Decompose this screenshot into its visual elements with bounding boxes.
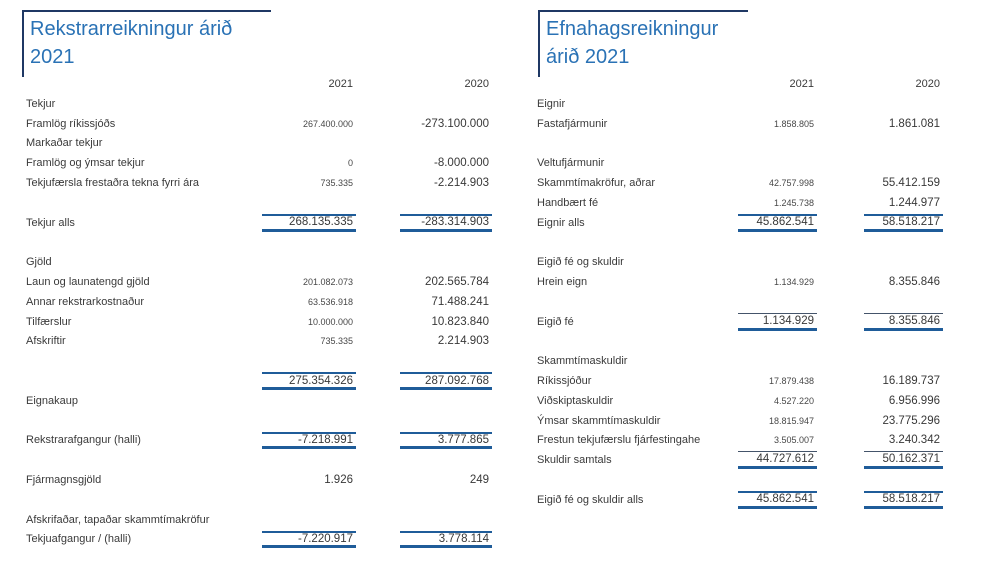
row-label: Skuldir samtals: [537, 454, 612, 467]
statement-row: [26, 252, 493, 272]
statement-row: [537, 213, 947, 233]
value-2021-cell: 1.134.929: [773, 277, 814, 288]
value-2020-cell: -2.214.903: [434, 177, 489, 190]
value-2020-cell: 249: [469, 474, 489, 487]
balance-sheet-title: [538, 10, 748, 77]
statement-row: [537, 332, 947, 352]
value-2020-cell: 58.518.217: [864, 491, 943, 509]
statement-row: [537, 371, 947, 391]
value-2020-cell: 23.775.296: [882, 414, 940, 427]
statement-row: [26, 134, 493, 154]
row-label: Hrein eign: [537, 276, 588, 289]
row-label: Viðskiptaskuldir: [537, 394, 614, 407]
value-2021-cell: -7.218.991: [262, 432, 356, 450]
value-2021-cell: -7.220.917: [262, 531, 356, 549]
value-2020-cell: 3.240.342: [888, 434, 940, 447]
value-2021-cell: 1.858.805: [773, 118, 814, 129]
value-2021-cell: 44.727.612: [738, 451, 817, 469]
value-2020-cell: 8.355.846: [864, 313, 943, 331]
statement-row: [26, 510, 493, 530]
value-2021-cell: 0: [347, 158, 353, 169]
row-label: Rekstrarafgangur (halli): [26, 434, 141, 447]
statement-row: [537, 391, 947, 411]
statement-row: [26, 94, 493, 114]
statement-row: [26, 450, 493, 470]
value-2020-cell: -273.100.000: [421, 117, 489, 130]
statement-row: [537, 114, 947, 134]
statement-row: [26, 470, 493, 490]
row-label: Eigið fé: [537, 315, 574, 328]
income-statement-rows: [26, 94, 493, 549]
value-2021-cell: 4.527.220: [773, 395, 814, 406]
value-2021-cell: 1.134.929: [738, 313, 817, 331]
value-2021-cell: 1.245.738: [773, 197, 814, 208]
income-statement-col-2021-header: 2021: [328, 77, 353, 90]
statement-row: [26, 431, 493, 451]
balance-sheet-col-2021-header: 2021: [789, 77, 814, 90]
income-statement-column-headers: [26, 74, 493, 93]
statement-row: [537, 94, 947, 114]
value-2021-cell: 735.335: [320, 178, 353, 189]
value-2020-cell: 3.777.865: [400, 432, 492, 450]
row-label: Eigið fé og skuldir alls: [537, 493, 644, 506]
row-label: Fjármagnsgjöld: [26, 474, 102, 487]
value-2020-cell: 50.162.371: [864, 451, 943, 469]
statement-row: [537, 450, 947, 470]
value-2021-cell: 63.536.918: [307, 296, 353, 307]
row-label: Framlög og ýmsar tekjur: [26, 157, 145, 170]
income-statement-panel: [26, 77, 493, 549]
row-label: Laun og launatengd gjöld: [26, 276, 150, 289]
value-2021-cell: 268.135.335: [262, 214, 356, 232]
value-2020-cell: 6.956.996: [888, 394, 940, 407]
value-2020-cell: 10.823.840: [431, 315, 489, 328]
row-label: Fastafjármunir: [537, 117, 608, 130]
statement-row: [26, 490, 493, 510]
statement-row: [537, 470, 947, 490]
row-label: Gjöld: [26, 256, 52, 269]
value-2021-cell: 45.862.541: [738, 491, 817, 509]
row-label: Tekjufærsla frestaðra tekna fyrri ára: [26, 177, 200, 190]
statement-row: [26, 411, 493, 431]
value-2020-cell: -8.000.000: [434, 157, 489, 170]
value-2021-cell: 17.879.438: [768, 376, 814, 387]
statement-row: [537, 193, 947, 213]
statement-row: [537, 272, 947, 292]
statement-row: [537, 153, 947, 173]
statement-row: [26, 233, 493, 253]
balance-sheet-column-headers: [537, 74, 947, 93]
row-label: Eigið fé og skuldir: [537, 256, 624, 269]
row-label: Afskriftir: [26, 335, 66, 348]
row-label: Ríkissjóður: [537, 375, 592, 388]
value-2020-cell: 58.518.217: [864, 214, 943, 232]
value-2021-cell: 18.815.947: [768, 415, 814, 426]
row-label: Tilfærslur: [26, 315, 72, 328]
statement-row: [537, 233, 947, 253]
value-2021-cell: 735.335: [320, 336, 353, 347]
statement-row: [537, 411, 947, 431]
value-2020-cell: 16.189.737: [882, 375, 940, 388]
statement-row: [26, 193, 493, 213]
statement-row: [26, 371, 493, 391]
row-label: Tekjur alls: [26, 216, 75, 229]
statement-row: [26, 153, 493, 173]
income-statement-col-2020-header: 2020: [464, 77, 489, 90]
value-2021-cell: 267.400.000: [302, 118, 353, 129]
value-2020-cell: 55.412.159: [882, 177, 940, 190]
statement-row: [26, 114, 493, 134]
value-2020-cell: 1.861.081: [888, 117, 940, 130]
balance-sheet-panel: [537, 77, 947, 510]
row-label: Eignir: [537, 97, 566, 110]
value-2021-cell: 201.082.073: [302, 277, 353, 288]
statement-row: [26, 213, 493, 233]
value-2021-cell: 10.000.000: [307, 316, 353, 327]
row-label: Ýmsar skammtímaskuldir: [537, 414, 661, 427]
statement-row: [537, 312, 947, 332]
statement-row: [26, 530, 493, 550]
value-2020-cell: 8.355.846: [888, 276, 940, 289]
row-label: Handbært fé: [537, 196, 599, 209]
statement-row: [537, 134, 947, 154]
statement-row: [26, 332, 493, 352]
income-statement-title: [22, 10, 271, 77]
value-2020-cell: 3.778.114: [400, 531, 492, 549]
row-label: Skammtímakröfur, aðrar: [537, 177, 655, 190]
value-2020-cell: 287.092.768: [400, 372, 492, 390]
row-label: Eignakaup: [26, 394, 78, 407]
row-label: Markaðar tekjur: [26, 137, 103, 150]
row-label: Afskrifaðar, tapaðar skammtímakröfur: [26, 513, 210, 526]
statement-row: [537, 292, 947, 312]
income-statement-title-line1: Rekstrarreikningur árið: [30, 18, 233, 40]
row-label: Tekjuafgangur / (halli): [26, 533, 132, 546]
statement-row: [26, 391, 493, 411]
statement-row: [26, 351, 493, 371]
row-label: Tekjur: [26, 97, 56, 110]
balance-sheet-col-2020-header: 2020: [915, 77, 940, 90]
statement-row: [537, 252, 947, 272]
row-label: Annar rekstrarkostnaður: [26, 295, 144, 308]
income-statement-title-line2: 2021: [30, 46, 75, 68]
value-2021-cell: 1.926: [324, 474, 353, 487]
value-2020-cell: 71.488.241: [431, 295, 489, 308]
value-2020-cell: 202.565.784: [425, 276, 489, 289]
row-label: Eignir alls: [537, 216, 585, 229]
statement-row: [537, 490, 947, 510]
balance-sheet-title-line2: árið 2021: [546, 46, 630, 68]
value-2020-cell: 2.214.903: [437, 335, 489, 348]
balance-sheet-title-line1: Efnahagsreikningur: [546, 18, 719, 40]
row-label: Frestun tekjufærslu fjárfestingahe: [537, 434, 701, 447]
statement-row: [26, 292, 493, 312]
row-label: Veltufjármunir: [537, 157, 605, 170]
statement-row: [26, 173, 493, 193]
balance-sheet-rows: [537, 94, 947, 510]
statement-row: [537, 431, 947, 451]
value-2021-cell: 3.505.007: [773, 435, 814, 446]
statement-row: [26, 272, 493, 292]
row-label: Skammtímaskuldir: [537, 355, 628, 368]
value-2021-cell: 45.862.541: [738, 214, 817, 232]
value-2020-cell: 1.244.977: [888, 196, 940, 209]
row-label: Framlög ríkissjóðs: [26, 117, 116, 130]
statement-row: [26, 312, 493, 332]
statement-row: [537, 173, 947, 193]
value-2021-cell: 275.354.326: [262, 372, 356, 390]
statement-row: [537, 351, 947, 371]
value-2021-cell: 42.757.998: [768, 178, 814, 189]
value-2020-cell: -283.314.903: [400, 214, 492, 232]
